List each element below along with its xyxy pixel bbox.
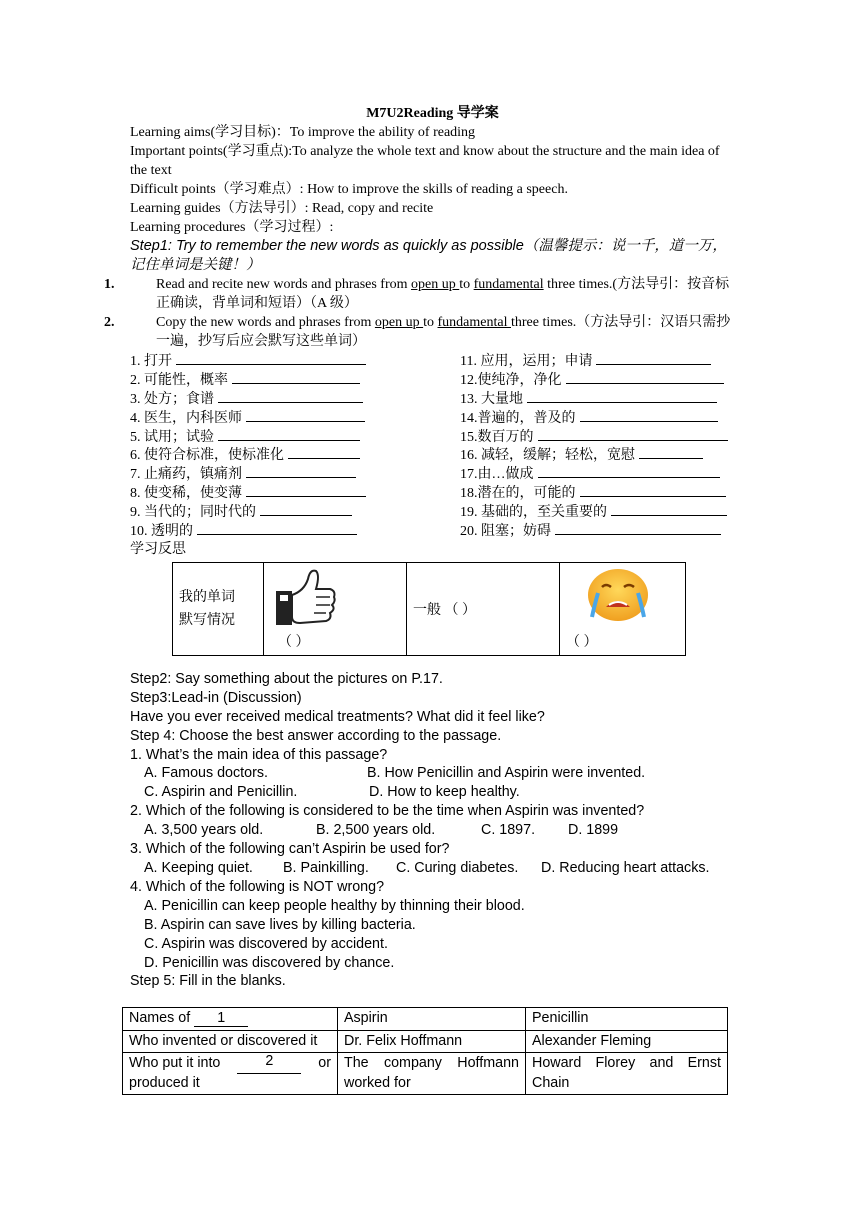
answer-blank[interactable] xyxy=(555,521,721,535)
question-4-option-c: C. Aspirin was discovered by accident. xyxy=(144,935,388,952)
table-cell: Names of 1 xyxy=(123,1008,338,1031)
answer-blank[interactable] xyxy=(232,370,360,384)
reflection-row-label: 我的单词 默写情况 xyxy=(173,562,264,655)
step1-task-1: 1. Read and recite new words and phrases from open up to fundamental three times.(方法导引：按音标正确读，背单词和短语）（A 级） xyxy=(104,277,730,311)
table-row xyxy=(123,1008,728,1031)
difficult-points: Difficult points（学习难点）: How to improve the skills of reading a speech. xyxy=(130,182,568,197)
answer-blank[interactable] xyxy=(246,408,365,422)
answer-blank[interactable] xyxy=(580,408,718,422)
vocab-item: 5. 试用；试验 xyxy=(130,427,460,446)
answer-blank[interactable] xyxy=(246,464,356,478)
answer-blank[interactable] xyxy=(288,445,360,459)
table-cell: Who invented or discovered it xyxy=(123,1030,338,1053)
table-cell: The company Hoffmann worked for xyxy=(338,1053,526,1095)
reflection-good-cell: （ ） xyxy=(264,562,407,655)
vocab-item: 14.普遍的，普及的 xyxy=(460,408,735,427)
step2: Step2: Say something about the pictures on P.17. xyxy=(130,670,443,687)
vocab-list xyxy=(130,351,735,540)
vocab-item: 19. 基础的，至关重要的 xyxy=(460,502,735,521)
vocab-item: 10. 透明的 xyxy=(130,521,460,540)
vocab-item: 20. 阻塞；妨碍 xyxy=(460,521,735,540)
vocab-item: 3. 处方；食谱 xyxy=(130,389,460,408)
step3-question: Have you ever received medical treatments? What did it feel like? xyxy=(130,708,545,725)
answer-blank[interactable]: 1 xyxy=(194,1011,248,1027)
vocab-item: 8. 使变稀，使变薄 xyxy=(130,483,460,502)
answer-blank[interactable] xyxy=(538,464,720,478)
step1-task-2: 2. Copy the new words and phrases from open up to fundamental three times.（方法导引：汉语只需抄一遍，抄写后应会默写这些单词） xyxy=(104,315,731,349)
reflection-bad-cell: （ ） xyxy=(560,562,686,655)
question-4: 4. Which of the following is NOT wrong? xyxy=(130,878,385,895)
question-3: 3. Which of the following can’t Aspirin be used for? xyxy=(130,841,450,858)
question-1-options-cd: C. Aspirin and Penicillin. D. How to keep healthy. xyxy=(144,784,520,801)
answer-blank[interactable] xyxy=(246,483,366,497)
vocab-item: 9. 当代的；同时代的 xyxy=(130,502,460,521)
vocab-item: 13. 大量地 xyxy=(460,389,735,408)
learning-aims: Learning aims(学习目标)：To improve the ability of reading xyxy=(130,125,476,140)
table-row xyxy=(123,1030,728,1053)
vocab-item: 15.数百万的 xyxy=(460,427,735,446)
answer-blank[interactable] xyxy=(611,502,727,516)
vocab-item: 4. 医生，内科医师 xyxy=(130,408,460,427)
table-cell: Dr. Felix Hoffmann xyxy=(338,1030,526,1053)
task-number: 1. xyxy=(104,277,115,292)
crying-face-icon xyxy=(584,567,650,625)
vocab-column-right xyxy=(460,351,735,540)
answer-blank[interactable] xyxy=(566,370,724,384)
vocab-item: 17.由…做成 xyxy=(460,464,735,483)
question-4-option-b: B. Aspirin can save lives by killing bacteria. xyxy=(144,916,416,933)
reflection-ok-cell: 一般 （ ） xyxy=(407,562,560,655)
answer-blank[interactable] xyxy=(538,427,728,441)
steps-section xyxy=(130,670,735,1095)
vocab-item: 16. 减轻，缓解；轻松，宽慰 xyxy=(460,445,735,464)
answer-blank[interactable] xyxy=(639,445,703,459)
learning-procedures: Learning procedures（学习过程）: xyxy=(130,220,334,235)
vocab-item: 2. 可能性，概率 xyxy=(130,370,460,389)
underlined-phrase: fundamental xyxy=(437,315,511,330)
question-3-options: A. Keeping quiet. B. Painkilling. C. Curing diabetes. D. Reducing heart attacks. xyxy=(144,859,710,876)
answer-blank[interactable] xyxy=(580,483,726,497)
step4: Step 4: Choose the best answer according to the passage. xyxy=(130,727,502,744)
vocab-item: 18.潜在的，可能的 xyxy=(460,483,735,502)
page-title: M7U2Reading 导学案 xyxy=(366,106,499,121)
important-points: Important points(学习重点):To analyze the whole text and know about the structure and the main idea of the text xyxy=(130,144,720,178)
table-cell: Who put it into 2 or produced it xyxy=(123,1053,338,1095)
vocab-item: 7. 止痛药，镇痛剂 xyxy=(130,464,460,483)
underlined-phrase: open up xyxy=(374,315,424,330)
step5: Step 5: Fill in the blanks. xyxy=(130,973,286,990)
fill-in-table xyxy=(122,1007,728,1095)
answer-blank[interactable]: 2 xyxy=(237,1054,301,1074)
vocab-item: 11. 应用，运用；申请 xyxy=(460,351,735,370)
thumbs-up-icon xyxy=(270,565,340,631)
answer-blank[interactable] xyxy=(260,502,352,516)
question-1: 1. What’s the main idea of this passage? xyxy=(130,746,388,763)
question-1-options-ab: A. Famous doctors. B. How Penicillin and Aspirin were invented. xyxy=(144,765,646,782)
answer-blank[interactable] xyxy=(596,351,711,365)
answer-blank[interactable] xyxy=(527,389,717,403)
question-4-option-a: A. Penicillin can keep people healthy by thinning their blood. xyxy=(144,897,525,914)
answer-blank[interactable] xyxy=(218,427,360,441)
question-2-options: A. 3,500 years old. B. 2,500 years old. C. 1897. D. 1899 xyxy=(144,822,619,839)
reflection-table xyxy=(172,562,686,656)
worksheet xyxy=(104,104,735,1095)
learning-guides: Learning guides（方法导引）: Read, copy and recite xyxy=(130,201,434,216)
reflection-label: 学习反思 xyxy=(130,541,186,557)
question-2: 2. Which of the following is considered to be the time when Aspirin was invented? xyxy=(130,803,645,820)
table-cell: Alexander Fleming xyxy=(526,1030,728,1053)
table-cell: Howard Florey and Ernst Chain xyxy=(526,1053,728,1095)
answer-blank[interactable] xyxy=(176,351,366,365)
vocab-item: 6. 使符合标准，使标准化 xyxy=(130,445,460,464)
task-number: 2. xyxy=(104,315,115,330)
underlined-phrase: fundamental xyxy=(473,277,544,292)
question-4-option-d: D. Penicillin was discovered by chance. xyxy=(144,954,395,971)
step1-heading: Step1: Try to remember the new words as quickly as possible（温馨提示：说一千，道一万，记住单词是关键！） xyxy=(130,238,727,273)
table-cell: Aspirin xyxy=(338,1008,526,1031)
vocab-item: 12.使纯净，净化 xyxy=(460,370,735,389)
underlined-phrase: open up xyxy=(411,277,460,292)
answer-blank[interactable] xyxy=(218,389,363,403)
step3: Step3:Lead-in (Discussion) xyxy=(130,689,302,706)
vocab-item: 1. 打开 xyxy=(130,351,460,370)
table-row xyxy=(123,1053,728,1095)
answer-blank[interactable] xyxy=(197,521,357,535)
table-cell: Penicillin xyxy=(526,1008,728,1031)
vocab-column-left xyxy=(130,351,460,540)
